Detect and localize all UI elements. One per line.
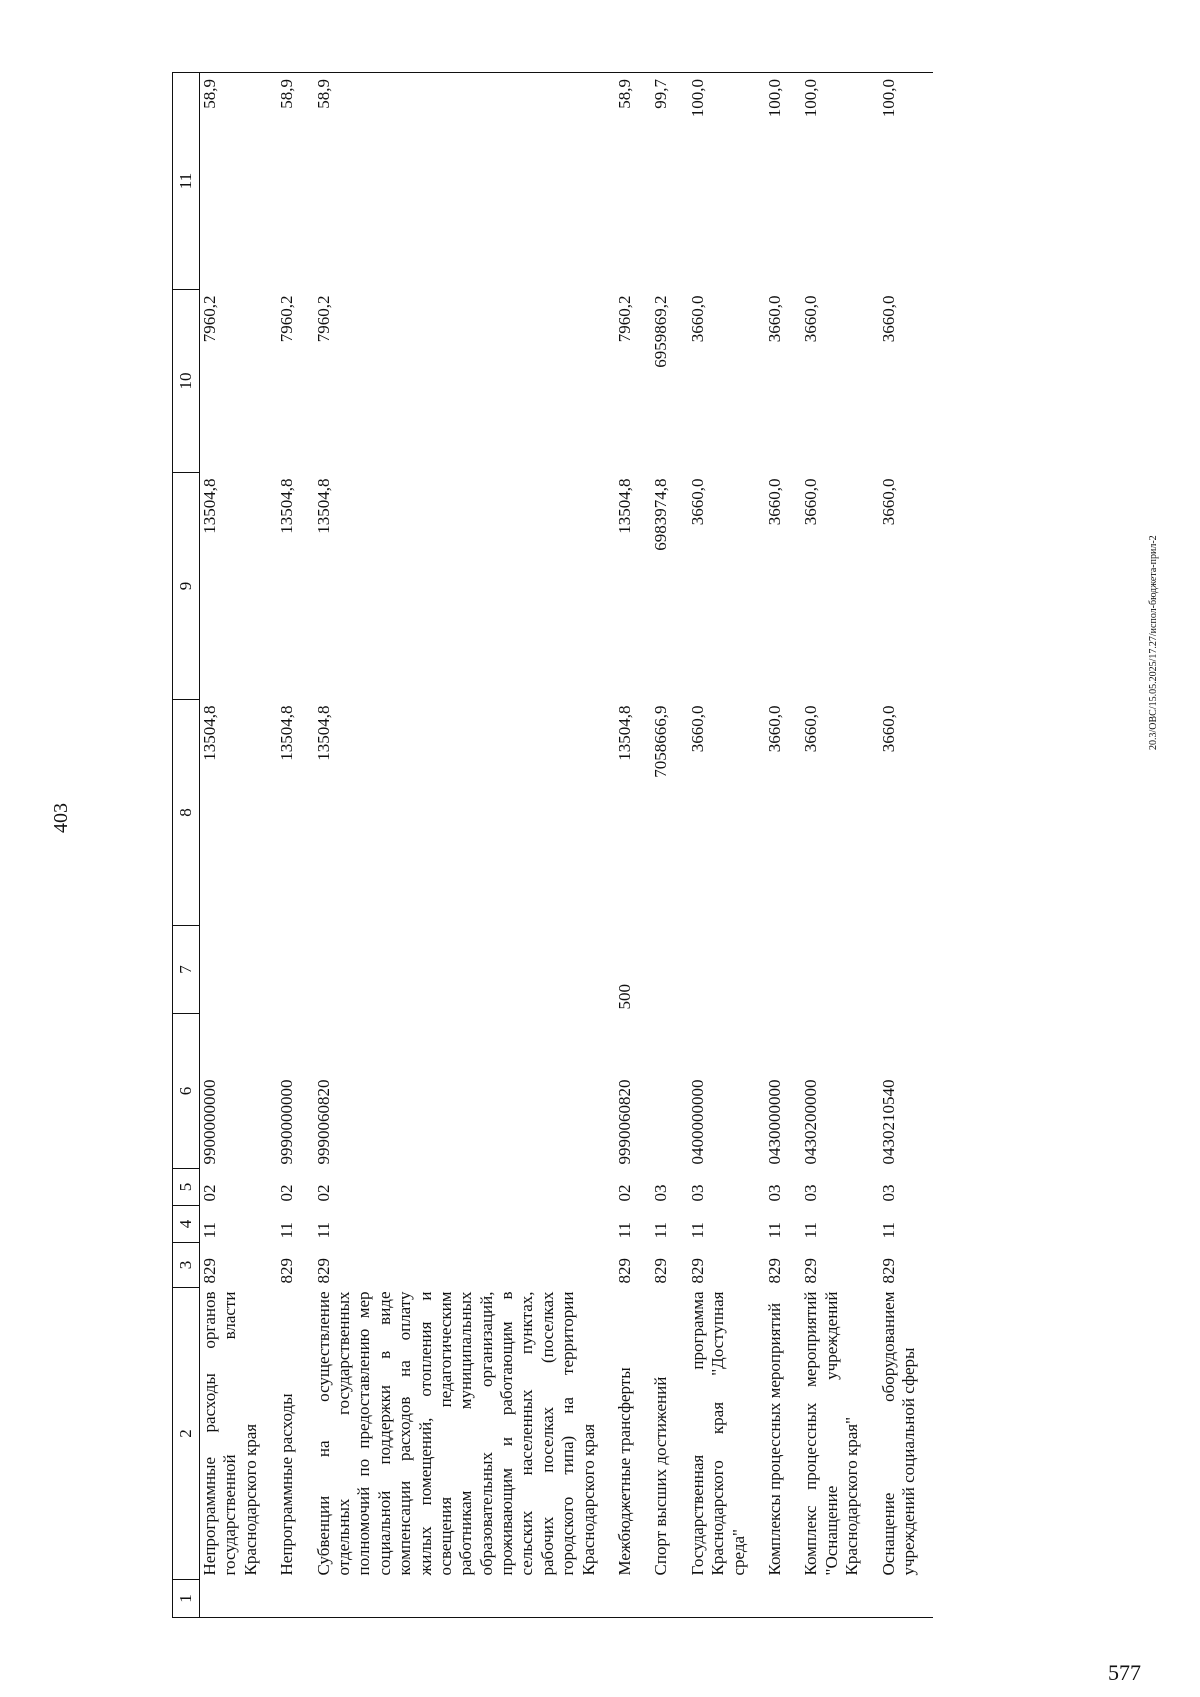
cell-approved: 3660,0: [878, 705, 898, 753]
cell-name: Комплексы процессных мероприятий: [764, 1302, 784, 1576]
cell-subsection: 03: [687, 1184, 707, 1202]
cell-expense-type: 500: [615, 984, 635, 1010]
cell-code: 829: [764, 1258, 784, 1284]
column-header-1: 1: [173, 1580, 200, 1618]
cell-name: Оснащение оборудованием учреждений социальной сферы: [878, 1291, 918, 1576]
cell-code: 829: [651, 1258, 671, 1284]
cell-executed: 3660,0: [687, 295, 707, 343]
cell-expense-type: [312, 926, 613, 1014]
cell-subsection: 02: [200, 1184, 219, 1202]
cell-col1: [200, 1580, 276, 1618]
cell-subsection: 03: [801, 1184, 821, 1202]
cell-target-article: 9900000000: [200, 1079, 219, 1165]
cell-percent: 100,0: [799, 73, 876, 290]
cell-section: 11: [651, 1222, 671, 1239]
column-header-6: 6: [173, 1014, 200, 1169]
cell-target-article: 0430200000: [801, 1079, 821, 1165]
budget-table-rotated: [172, 73, 1072, 1618]
cell-name: Субвенции на осуществление отдельных государственных полномочий по предоставлению мер социальной поддержки в виде компенсации расходов на оплату жилых помещений, отопления и освещения педагогическим работникам муниципальных образовательных организаций, проживающим и работающим в сельских населенных пунктах, рабочих поселках (поселках городского типа) на территории Краснодарского края: [313, 1291, 598, 1576]
cell-subsection: 03: [764, 1184, 784, 1202]
cell-section: 11: [801, 1222, 821, 1239]
cell-expense-type: [686, 926, 763, 1014]
cell-subsection: 03: [878, 1184, 898, 1202]
cell-section: 11: [615, 1222, 635, 1239]
cell-budget-list: 13504,8: [615, 478, 635, 534]
cell-col1: [275, 1580, 311, 1618]
cell-budget-list: 13504,8: [313, 478, 333, 534]
cell-approved: 13504,8: [200, 705, 219, 761]
cell-expense-type: [649, 926, 685, 1014]
cell-section: 11: [687, 1222, 707, 1239]
cell-percent: 58,9: [200, 73, 276, 290]
cell-code: 829: [878, 1258, 898, 1284]
cell-name: Комплекс процессных мероприятий "Оснащение учреждений Краснодарского края": [801, 1291, 862, 1576]
cell-executed: 7960,2: [277, 295, 297, 343]
table-row: [686, 73, 763, 1618]
cell-approved: 3660,0: [764, 705, 784, 753]
document-reference: 20.3/ОВС/15.05.2025/17.27/испол-бюджета-прил-2: [1148, 535, 1159, 750]
cell-expense-type: [763, 926, 799, 1014]
cell-target-article: 9990060820: [313, 1079, 333, 1165]
cell-col1: [799, 1580, 876, 1618]
cell-executed: 6959869,2: [651, 295, 671, 368]
cell-col1: [613, 1580, 649, 1618]
cell-percent: 100,0: [763, 73, 799, 290]
cell-percent: 99,7: [649, 73, 685, 290]
table-row: [649, 73, 685, 1618]
cell-col1: [686, 1580, 763, 1618]
cell-subsection: 02: [313, 1184, 333, 1202]
cell-executed: 7960,2: [200, 295, 219, 343]
cell-expense-type: [877, 926, 934, 1014]
column-header-10: 10: [173, 290, 200, 473]
cell-target-article: 0400000000: [687, 1079, 707, 1165]
cell-executed: 3660,0: [801, 295, 821, 343]
column-header-9: 9: [173, 473, 200, 700]
table-row: [799, 73, 876, 1618]
table-header-row: [173, 73, 200, 1618]
cell-approved: 3660,0: [801, 705, 821, 753]
cell-executed: 7960,2: [313, 295, 333, 343]
cell-budget-list: 6983974,8: [651, 478, 671, 551]
cell-subsection: 03: [651, 1184, 671, 1202]
cell-section: 11: [313, 1222, 333, 1239]
cell-code: 829: [277, 1258, 297, 1284]
cell-percent: 100,0: [877, 73, 934, 290]
page-number-bottom: 577: [1108, 1660, 1141, 1685]
cell-budget-list: 3660,0: [687, 478, 707, 526]
cell-budget-list: 13504,8: [277, 478, 297, 534]
table-row: [877, 73, 934, 1618]
cell-code: 829: [801, 1258, 821, 1284]
cell-executed: 7960,2: [615, 295, 635, 343]
cell-col1: [877, 1580, 934, 1618]
cell-name: Спорт высших достижений: [651, 1376, 671, 1576]
cell-name: Государственная программа Краснодарского края "Доступная среда": [687, 1291, 748, 1576]
cell-code: 829: [200, 1258, 219, 1284]
table-row: [763, 73, 799, 1618]
cell-percent: 100,0: [686, 73, 763, 290]
cell-name: Непрограммные расходы: [277, 1393, 297, 1576]
column-header-11: 11: [173, 73, 200, 290]
cell-section: 11: [764, 1222, 784, 1239]
cell-budget-list: 3660,0: [801, 478, 821, 526]
cell-section: 11: [200, 1222, 219, 1239]
cell-subsection: 02: [615, 1184, 635, 1202]
cell-target-article: 0430000000: [764, 1079, 784, 1165]
cell-expense-type: [799, 926, 876, 1014]
cell-approved: 13504,8: [277, 705, 297, 761]
page-number: 403: [50, 803, 72, 833]
table-row: [613, 73, 649, 1618]
cell-target-article: 9990000000: [277, 1079, 297, 1165]
cell-executed: 3660,0: [878, 295, 898, 343]
cell-name: Непрограммные расходы органов государственной власти Краснодарского края: [200, 1291, 260, 1576]
cell-budget-list: 13504,8: [200, 478, 219, 534]
table-body: [200, 73, 934, 1618]
cell-col1: [649, 1580, 685, 1618]
cell-target-article: 0430210540: [878, 1079, 898, 1165]
cell-code: 829: [615, 1258, 635, 1284]
cell-code: 829: [313, 1258, 333, 1284]
cell-expense-type: [275, 926, 311, 1014]
cell-section: 11: [277, 1222, 297, 1239]
column-header-2: 2: [173, 1288, 200, 1580]
cell-approved: 7058666,9: [651, 705, 671, 778]
cell-col1: [312, 1580, 613, 1618]
cell-approved: 13504,8: [313, 705, 333, 761]
column-header-8: 8: [173, 700, 200, 926]
cell-percent: 58,9: [275, 73, 311, 290]
cell-percent: 58,9: [312, 73, 613, 290]
cell-approved: 3660,0: [687, 705, 707, 753]
budget-table: [172, 72, 933, 1618]
column-header-4: 4: [173, 1206, 200, 1243]
table-row: [200, 73, 276, 1618]
cell-executed: 3660,0: [764, 295, 784, 343]
column-header-3: 3: [173, 1243, 200, 1288]
cell-col1: [763, 1580, 799, 1618]
column-header-5: 5: [173, 1169, 200, 1206]
cell-budget-list: 3660,0: [878, 478, 898, 526]
cell-name: Межбюджетные трансферты: [615, 1367, 635, 1576]
cell-target-article: [649, 1014, 685, 1169]
cell-target-article: 9990060820: [615, 1079, 635, 1165]
cell-expense-type: [200, 926, 276, 1014]
cell-code: 829: [687, 1258, 707, 1284]
cell-budget-list: 3660,0: [764, 478, 784, 526]
column-header-7: 7: [173, 926, 200, 1014]
table-row: [275, 73, 311, 1618]
table-row: [312, 73, 613, 1618]
cell-subsection: 02: [277, 1184, 297, 1202]
cell-section: 11: [878, 1222, 898, 1239]
cell-percent: 58,9: [613, 73, 649, 290]
cell-approved: 13504,8: [615, 705, 635, 761]
